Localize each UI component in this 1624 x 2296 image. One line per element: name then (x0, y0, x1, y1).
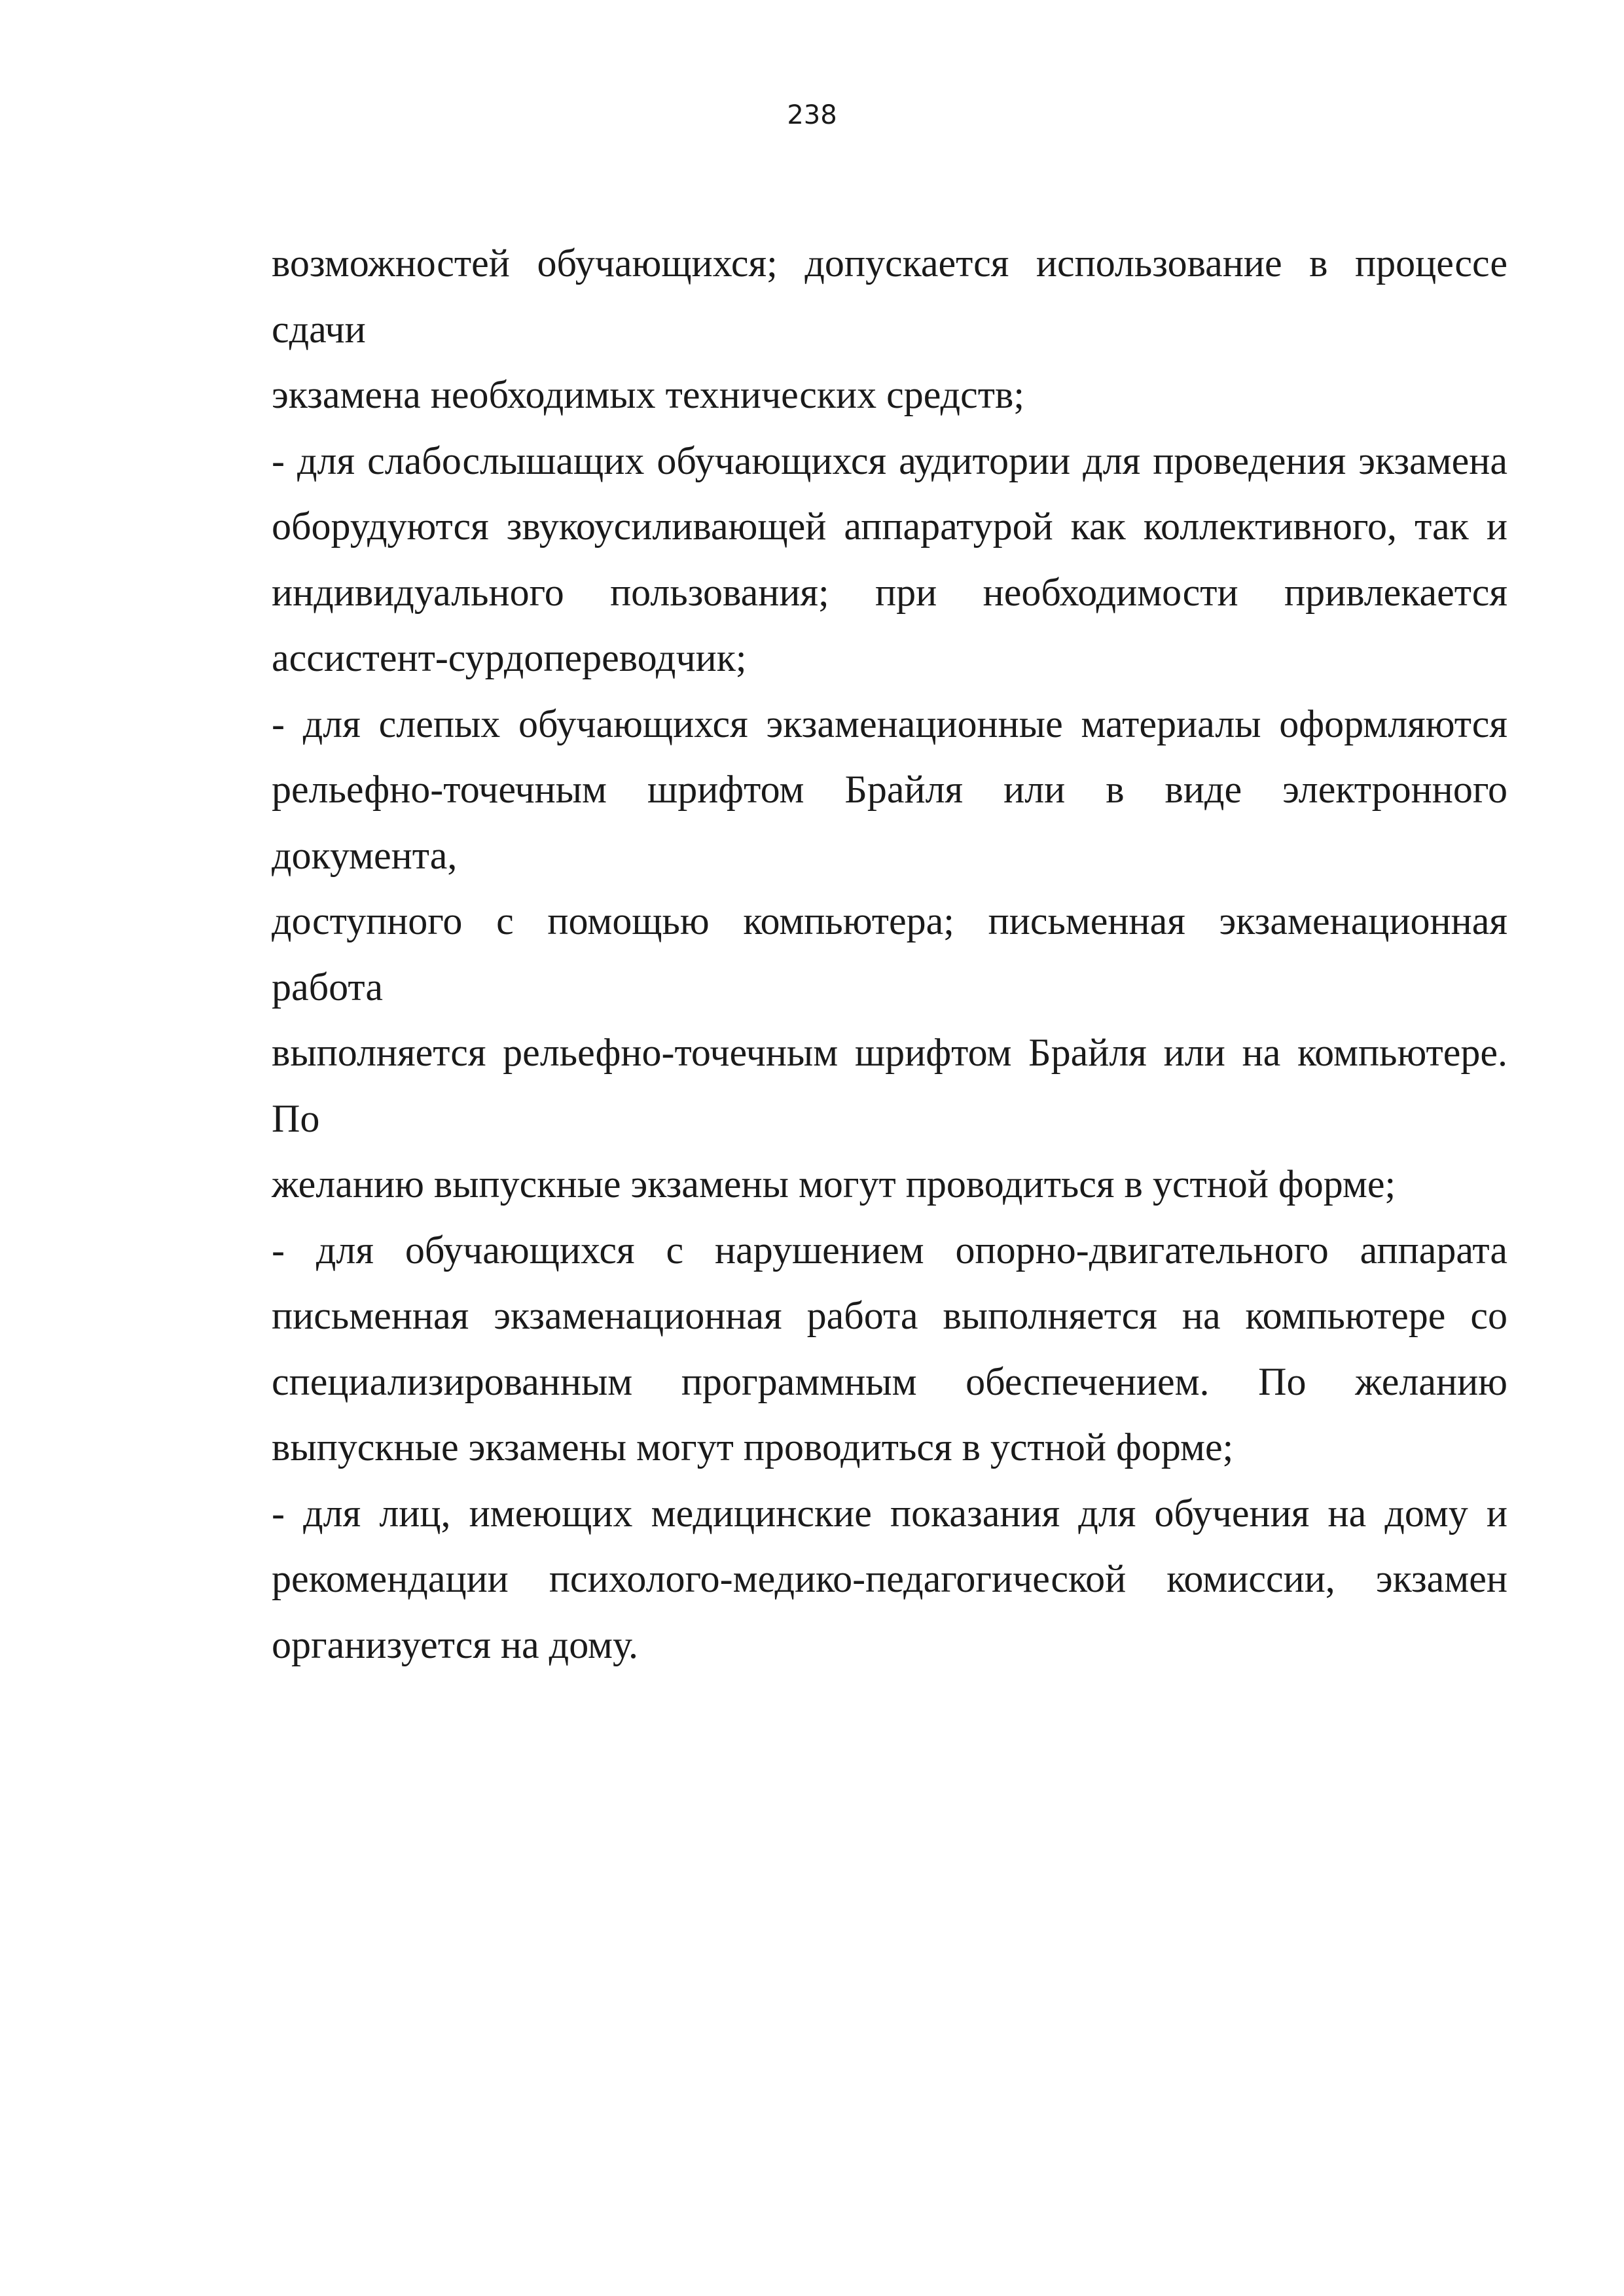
paragraph-hearing-impaired (272, 428, 1507, 691)
text-line: выполняется рельефно-точечным шрифтом Брайля или на компьютере. По (272, 1031, 1507, 1140)
text-line: индивидуального пользования; при необходимости привлекается (272, 570, 1507, 614)
paragraph-home-schooling (272, 1480, 1507, 1678)
document-body (272, 230, 1507, 1677)
text-line: письменная экзаменационная работа выполняется на компьютере со (272, 1294, 1507, 1337)
text-line: экзамена необходимых технических средств; (272, 373, 1024, 416)
text-line: желанию выпускные экзамены могут проводиться в устной форме; (272, 1162, 1396, 1206)
text-line: специализированным программным обеспечением. По желанию (272, 1359, 1507, 1403)
text-line: - для слепых обучающихся экзаменационные материалы оформляются (272, 702, 1507, 745)
text-line: - для обучающихся с нарушением опорно-двигательного аппарата (272, 1228, 1507, 1272)
text-line: - для лиц, имеющих медицинские показания для обучения на дому и (272, 1491, 1507, 1535)
text-line: - для слабослышащих обучающихся аудитории для проведения экзамена (272, 439, 1507, 482)
text-line: рекомендации психолого-медико-педагогической комиссии, экзамен (272, 1557, 1507, 1600)
page-number: 238 (787, 100, 837, 130)
paragraph-exam-means (272, 230, 1507, 428)
text-line: ассистент-сурдопереводчик; (272, 636, 747, 679)
paragraph-blind (272, 691, 1507, 1217)
text-line: доступного с помощью компьютера; письменная экзаменационная работа (272, 899, 1507, 1009)
text-line: возможностей обучающихся; допускается использование в процессе сдачи (272, 242, 1507, 351)
text-line: организуется на дому. (272, 1623, 639, 1666)
text-line: выпускные экзамены могут проводиться в устной форме; (272, 1426, 1234, 1469)
paragraph-musculoskeletal (272, 1217, 1507, 1480)
text-line: оборудуются звукоусиливающей аппаратурой как коллективного, так и (272, 505, 1507, 548)
text-line: рельефно-точечным шрифтом Брайля или в виде электронного документа, (272, 768, 1507, 877)
